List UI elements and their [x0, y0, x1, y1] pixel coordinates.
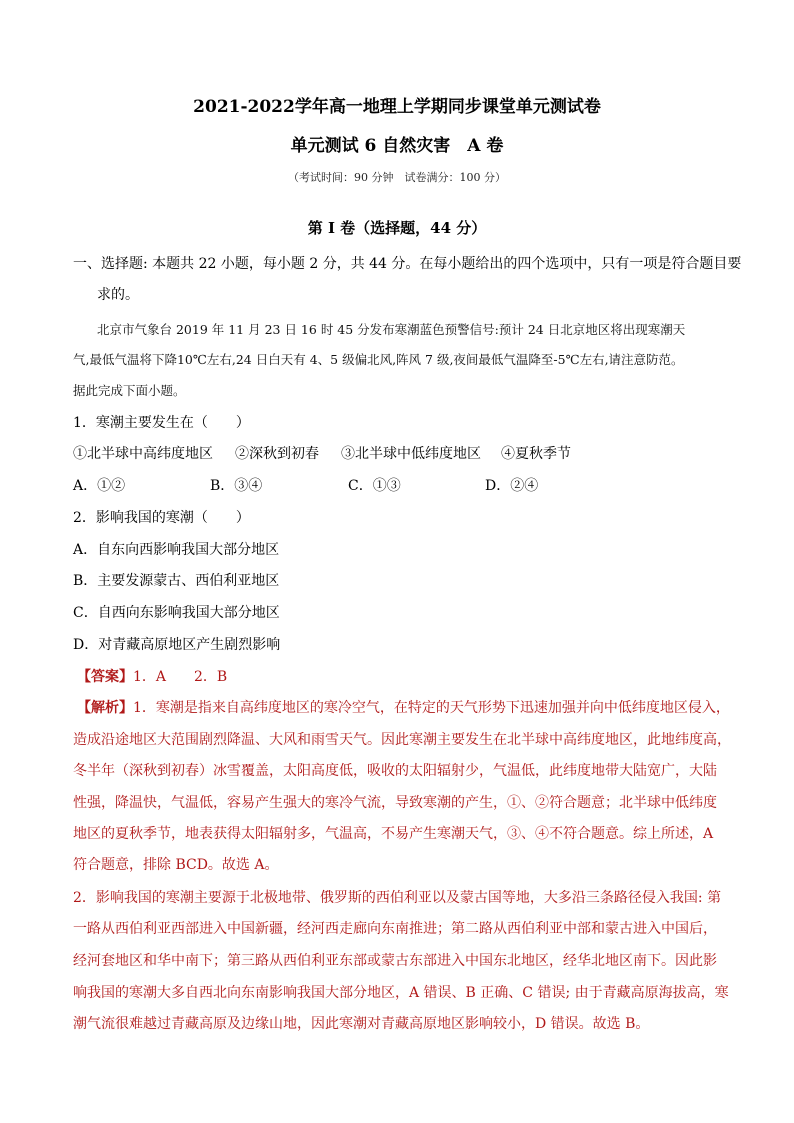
analysis-p1-line: 性强，降温快，气温低，容易产生强大的寒冷气流，导致寒潮的产生，①、②符合题意；北半球中低纬度 — [73, 795, 717, 811]
q1-item: ③北半球中低纬度地区 — [341, 446, 481, 462]
analysis-p1-line: 地区的夏秋季节，地表获得太阳辐射多，气温高，不易产生寒潮天气，③、④不符合题意。综上所述，A — [73, 826, 714, 842]
analysis-p2-line: 潮气流很难越过青藏高原及边缘山地，因此寒潮对青藏高原地区影响较小，D 错误。故选 B。 — [73, 1016, 650, 1032]
q1-item: ②深秋到初春 — [235, 446, 319, 462]
analysis-p1-line — [77, 697, 730, 717]
question-2-stem: 2．影响我国的寒潮（ ） — [73, 510, 250, 526]
analysis-label: 【解析】 — [77, 700, 133, 716]
analysis-p1-line: 造成沿途地区大范围剧烈降温、大风和雨雪天气。因此寒潮主要发生在北半球中高纬度地区，此地纬度高， — [73, 732, 731, 748]
q2-option-d[interactable]: D．对青藏高原地区产生剧烈影响 — [73, 637, 281, 653]
analysis-p2-line: 2．影响我国的寒潮主要源于北极地带、俄罗斯的西伯利亚以及蒙古国等地，大多沿三条路径侵入我国: 第 — [73, 890, 722, 906]
question-1-stem: 1．寒潮主要发生在（ ） — [73, 415, 250, 431]
answer-label: 【答案】 — [77, 669, 133, 685]
answer-text: 1．A 2．B — [133, 669, 228, 685]
q2-option-b[interactable]: B．主要发源蒙古、西伯利亚地区 — [73, 573, 280, 589]
q1-option-a[interactable]: A．①② — [73, 478, 126, 494]
analysis-p2-line: 响我国的寒潮大多自西北向东南影响我国大部分地区，A 错误、B 正确、C 错误; 由于青藏高原海拔高，寒 — [73, 985, 729, 1001]
q1-option-b[interactable]: B．③④ — [210, 478, 263, 494]
section-heading: 第 I 卷（选择题，44 分） — [307, 219, 487, 237]
exam-meta: （考试时间：90 分钟 试卷满分：100 分） — [288, 171, 506, 184]
material-line-2: 气,最低气温将下降10℃左右,24 日白天有 4、5 级偏北风,阵风 7 级,夜间最低气温降至-5℃左右,请注意防范。 — [73, 352, 684, 367]
analysis-text: 1．寒潮是指来自高纬度地区的寒冷空气，在特定的天气形势下迅速加强并向中低纬度地区侵入， — [133, 700, 730, 716]
q1-item: ①北半球中高纬度地区 — [73, 446, 213, 462]
page-subtitle: 单元测试 6 自然灾害 A 卷 — [290, 136, 504, 156]
material-line-3: 据此完成下面小题。 — [73, 383, 186, 398]
q1-option-d[interactable]: D．②④ — [485, 478, 539, 494]
analysis-p1-line: 符合题意，排除 BCD。故选 A。 — [73, 857, 279, 873]
analysis-p1-line: 冬半年（深秋到初春）冰雪覆盖，太阳高度低，吸收的太阳辐射少，气温低，此纬度地带大陆宽广，大陆 — [73, 763, 717, 779]
instructions-line-1: 一、选择题: 本题共 22 小题，每小题 2 分，共 44 分。在每小题给出的四个选项中，只有一项是符合题目要 — [73, 256, 742, 272]
analysis-p2-line: 一路从西伯利亚西部进入中国新疆，经河西走廊向东南推进；第二路从西伯利亚中部和蒙古进入中国后， — [73, 921, 717, 937]
answer-line — [77, 666, 227, 686]
material-line-1: 北京市气象台 2019 年 11 月 23 日 16 时 45 分发布寒潮蓝色预警信号:预计 24 日北京地区将出现寒潮天 — [97, 322, 686, 337]
q2-option-c[interactable]: C．自西向东影响我国大部分地区 — [73, 605, 280, 621]
page-title: 2021-2022学年高一地理上学期同步课堂单元测试卷 — [193, 97, 601, 117]
instructions-line-2: 求的。 — [97, 287, 139, 303]
q1-option-c[interactable]: C．①③ — [348, 478, 401, 494]
q1-item: ④夏秋季节 — [501, 446, 571, 462]
q2-option-a[interactable]: A．自东向西影响我国大部分地区 — [73, 542, 280, 558]
analysis-p2-line: 经河套地区和华中南下；第三路从西伯利亚东部或蒙古东部进入中国东北地区，经华北地区南下。因此影 — [73, 953, 717, 969]
